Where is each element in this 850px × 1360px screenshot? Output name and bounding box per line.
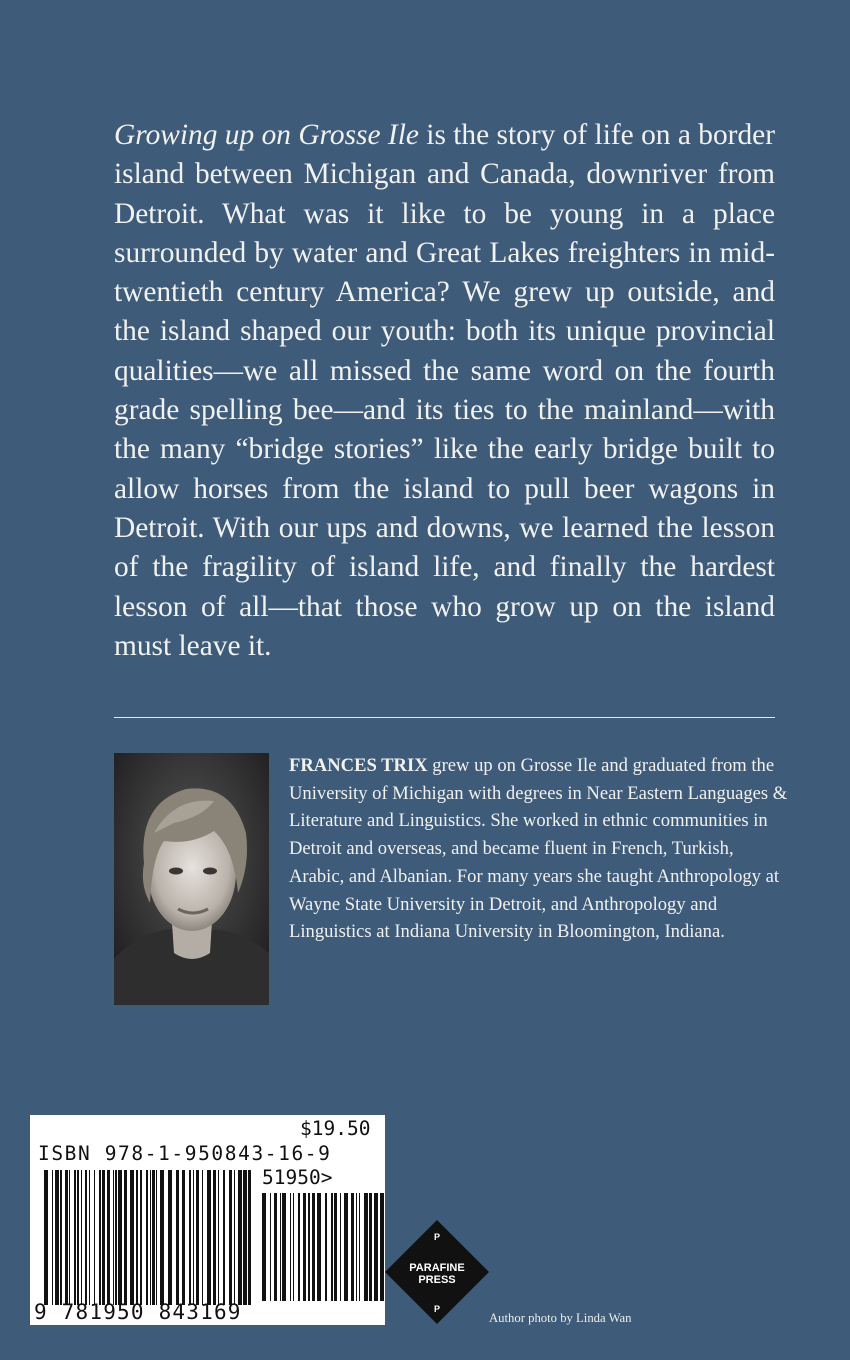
barcode-bar — [303, 1193, 306, 1301]
barcode-bar — [85, 1170, 87, 1305]
barcode-bar — [356, 1193, 357, 1301]
barcode-bar — [274, 1193, 277, 1301]
barcode-bar — [374, 1193, 378, 1301]
barcode-bar — [262, 1193, 266, 1301]
barcode-bar — [218, 1170, 219, 1305]
barcode-bar — [196, 1170, 199, 1305]
author-portrait-image — [114, 753, 269, 1005]
barcode-bar — [102, 1170, 105, 1305]
barcode-bar — [146, 1170, 148, 1305]
author-photo — [114, 753, 269, 1005]
author-bio-text: grew up on Grosse Ile and graduated from the University of Michigan with degrees in Near Eastern Languages & Literature and Linguistics. She worked in ethnic communities in Detroit and overseas, and became fluent in French, Turkish, Arabic, and Albanian. For many years she taught Anthropology at Wayne State University in Detroit, and Anthropology and Linguistics at Indiana University in Bloomington, Indiana. — [289, 755, 788, 943]
barcode-bar — [229, 1170, 232, 1305]
author-name: FRANCES TRIX — [289, 755, 428, 776]
barcode-bar — [334, 1193, 337, 1301]
barcode-bar — [118, 1170, 122, 1305]
author-bio — [289, 752, 789, 946]
barcode-bar — [52, 1170, 53, 1305]
barcode-bar — [223, 1170, 225, 1305]
logo-bottom-letter: P — [433, 1304, 441, 1314]
barcode-bar — [312, 1193, 315, 1301]
barcode-bar — [290, 1193, 291, 1301]
barcode-bar — [317, 1193, 321, 1301]
parafine-press-logo — [385, 1220, 489, 1324]
barcode-bar — [248, 1170, 251, 1305]
barcode-bar — [193, 1170, 194, 1305]
barcode-bar — [152, 1170, 155, 1305]
barcode-bar — [243, 1170, 247, 1305]
barcode-bar — [359, 1193, 360, 1301]
barcode-bar — [99, 1170, 101, 1305]
back-cover-blurb — [114, 116, 775, 666]
barcode-bar — [107, 1170, 110, 1305]
barcode-bar — [124, 1170, 127, 1305]
logo-top-letter: P — [433, 1232, 441, 1242]
barcode-bar — [351, 1193, 354, 1301]
barcode-bar — [331, 1193, 333, 1301]
barcode-bar — [44, 1170, 48, 1305]
barcode-bar — [282, 1193, 286, 1301]
barcode-bar — [113, 1170, 114, 1305]
barcode-bar — [293, 1193, 294, 1301]
barcode-bar — [340, 1193, 341, 1301]
barcode-bar — [364, 1193, 368, 1301]
barcode-bar — [182, 1170, 185, 1305]
divider-rule — [114, 717, 775, 718]
barcode-digits: 9 781950 843169 — [34, 1300, 242, 1324]
price-label: $19.50 — [300, 1117, 371, 1140]
isbn-label: ISBN 978-1-950843-16-9 — [38, 1142, 332, 1165]
barcode-bar — [136, 1170, 138, 1305]
barcode-bar — [207, 1170, 211, 1305]
barcode-bar — [89, 1170, 90, 1305]
addon-barcode-bars — [262, 1193, 384, 1301]
barcode-bar — [81, 1170, 82, 1305]
barcode-bar — [213, 1170, 216, 1305]
photo-credit: Author photo by Linda Wan — [489, 1311, 632, 1325]
barcode-bar — [202, 1170, 203, 1305]
barcode-bar — [74, 1170, 76, 1305]
barcode-bar — [65, 1170, 68, 1305]
blurb-text: is the story of life on a border island between Michigan and Canada, downriver from Detroit. What was it like to be young in a place surrounded by water and Great Lakes freighters in mid-twentieth century America? We grew up outside, and the island shaped our youth: both its unique provincial qualities—we all missed the same word on the fourth grade spelling bee—and its ties to the mainland—with the many “bridge stories” like the early bridge built to allow horses from the island to pull beer wagons in Detroit. With our ups and downs, we learned the lesson of the fragility of island life, and finally the hardest lesson of all—that those who grow up on the island must leave it. — [114, 119, 775, 662]
isbn-barcode — [30, 1115, 385, 1325]
barcode-bar — [168, 1170, 172, 1305]
barcode-bar — [270, 1193, 271, 1301]
logo-line-2: PRESS — [418, 1274, 456, 1286]
barcode-bar — [55, 1170, 59, 1305]
barcode-bar — [325, 1193, 327, 1301]
barcode-bar — [369, 1193, 372, 1301]
barcode-bar — [308, 1193, 310, 1301]
price-addon-code: 51950> — [262, 1166, 333, 1189]
barcode-bar — [69, 1170, 70, 1305]
barcode-bar — [130, 1170, 134, 1305]
barcode-bar — [280, 1193, 281, 1301]
logo-line-1: PARAFINE — [409, 1262, 465, 1274]
barcode-bar — [94, 1170, 95, 1305]
barcode-bar — [140, 1170, 142, 1305]
barcode-bar — [189, 1170, 191, 1305]
barcode-bar — [160, 1170, 164, 1305]
barcode-bar — [380, 1193, 384, 1301]
book-title: Growing up on Grosse Ile — [114, 119, 419, 151]
barcode-bar — [238, 1170, 242, 1305]
barcode-bar — [234, 1170, 235, 1305]
barcode-bar — [115, 1170, 117, 1305]
barcode-bar — [77, 1170, 79, 1305]
barcode-bar — [60, 1170, 62, 1305]
barcode-bar — [344, 1193, 348, 1301]
barcode-bar — [298, 1193, 300, 1301]
ean-barcode-bars — [44, 1170, 252, 1305]
barcode-bar — [156, 1170, 157, 1305]
barcode-bar — [176, 1170, 179, 1305]
barcode-bar — [150, 1170, 151, 1305]
